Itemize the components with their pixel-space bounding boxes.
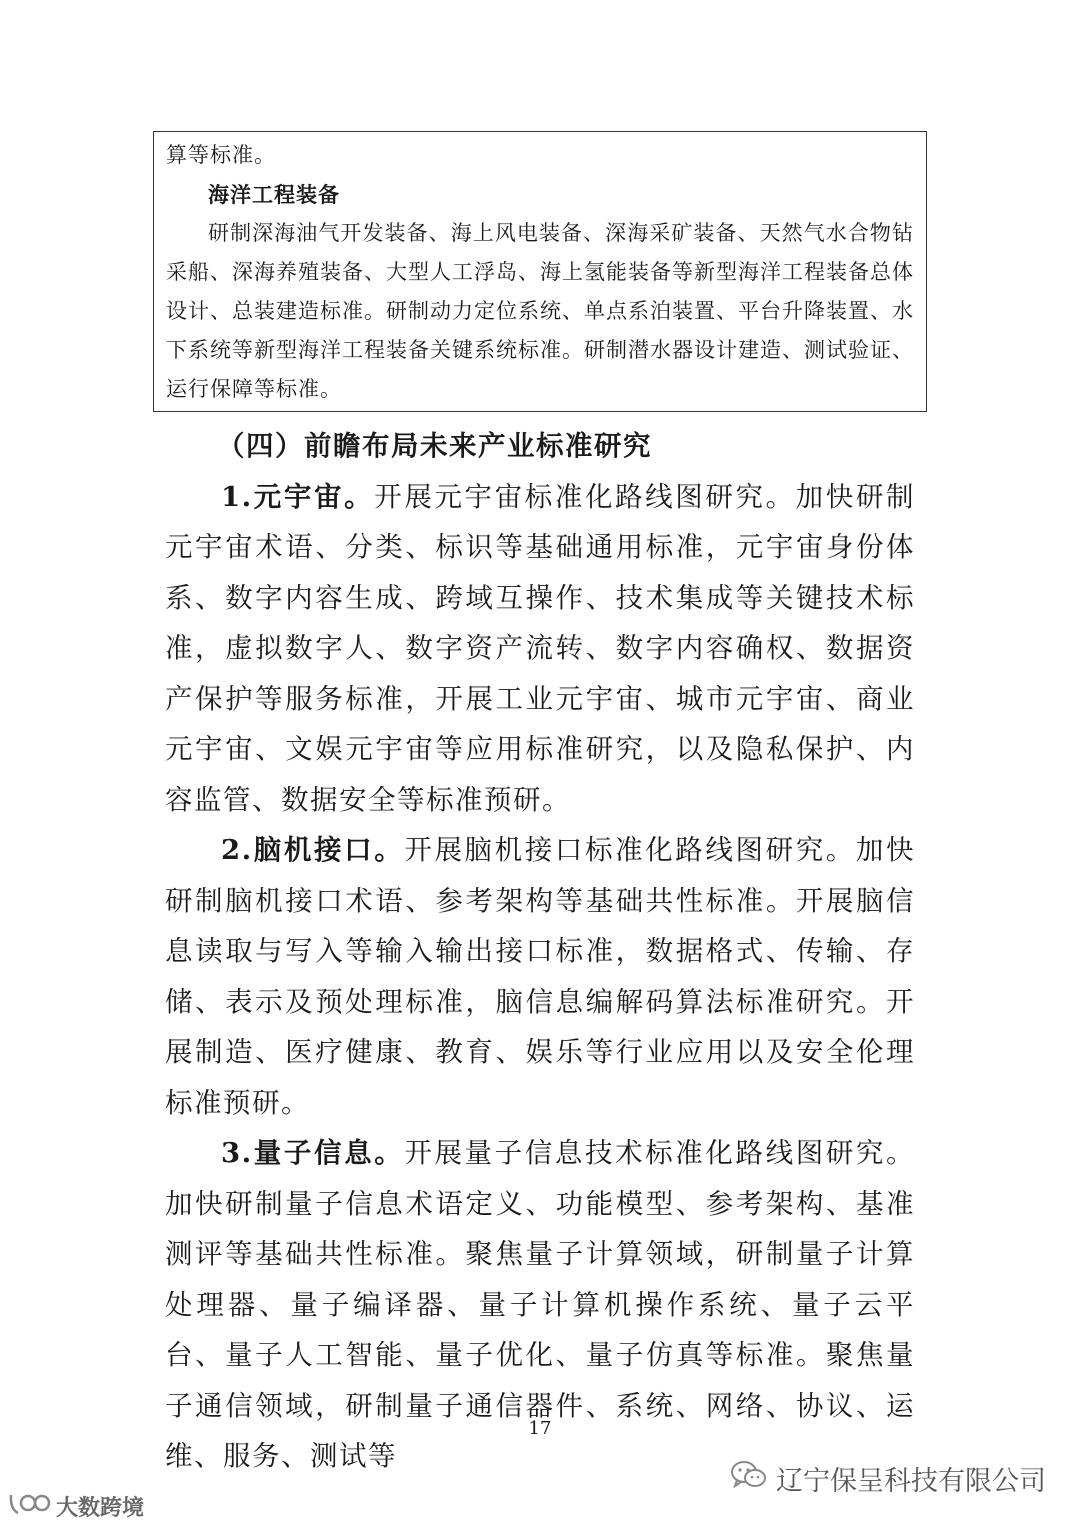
main-content [165,421,915,1482]
watermark-left-text: 大数跨境 [56,1495,145,1521]
item-text: 开展元宇宙标准化路线图研究。加快研制元宇宙术语、分类、标识等基础通用标准，元宇宙身份体系、数字内容生成、跨域互操作、技术集成等关键技术标准，虚拟数字人、数字资产流转、数字内容确权、数据资产保护等服务标准，开展工业元宇宙、城市元宇宙、商业元宇宙、文娱元宇宙等应用标准研究，以及隐私保护、内容监管、数据安全等标准预研。 [165,480,915,816]
watermark-ifeng [8,1490,144,1522]
item-lead: 1.元宇宙。 [221,480,375,513]
item-lead: 3.量子信息。 [221,1137,405,1169]
page-number: 17 [528,1418,552,1439]
item-text: 开展量子信息技术标准化路线图研究。加快研制量子信息术语定义、功能模型、参考架构、基准测评等基础共性标准。聚焦量子计算领域，研制量子计算处理器、量子编译器、量子计算机操作系统、量子云平台、量子人工智能、量子优化、量子仿真等标准。聚焦量子通信领域，研制量子通信器件、系统、网络、协议、运维、服务、测试等 [165,1137,916,1472]
ifeng-logo-icon [8,1489,52,1523]
watermark-right-text: 辽宁保呈科技有限公司 [776,1465,1046,1497]
paragraph-metaverse [165,472,915,826]
box-continued-text: 算等标准。 [166,143,276,167]
section-heading: （四）前瞻布局未来产业标准研究 [217,430,652,462]
box-heading: 海洋工程装备 [208,182,340,207]
wechat-icon [730,1459,768,1498]
item-text: 开展脑机接口标准化路线图研究。加快研制脑机接口术语、参考架构等基础共性标准。开展脑信息读取与写入等输入输出接口标准，数据格式、传输、存储、表示及预处理标准，脑信息编解码算法标准研究。开展制造、医疗健康、教育、娱乐等行业应用以及安全伦理标准预研。 [165,834,916,1119]
item-lead: 2.脑机接口。 [221,834,405,866]
watermark-wechat [730,1458,1046,1498]
text-box [153,131,927,412]
box-paragraph: 研制深海油气开发装备、海上风电装备、深海采矿装备、天然气水合物钻采船、深海养殖装备、大型人工浮岛、海上氢能装备等新型海洋工程装备总体设计、总装建造标准。研制动力定位系统、单点系泊装置、平台升降装置、水下系统等新型海洋工程装备关键系统标准。研制潜水器设计建造、测试验证、运行保障等标准。 [166,221,914,401]
paragraph-bci [165,825,915,1128]
